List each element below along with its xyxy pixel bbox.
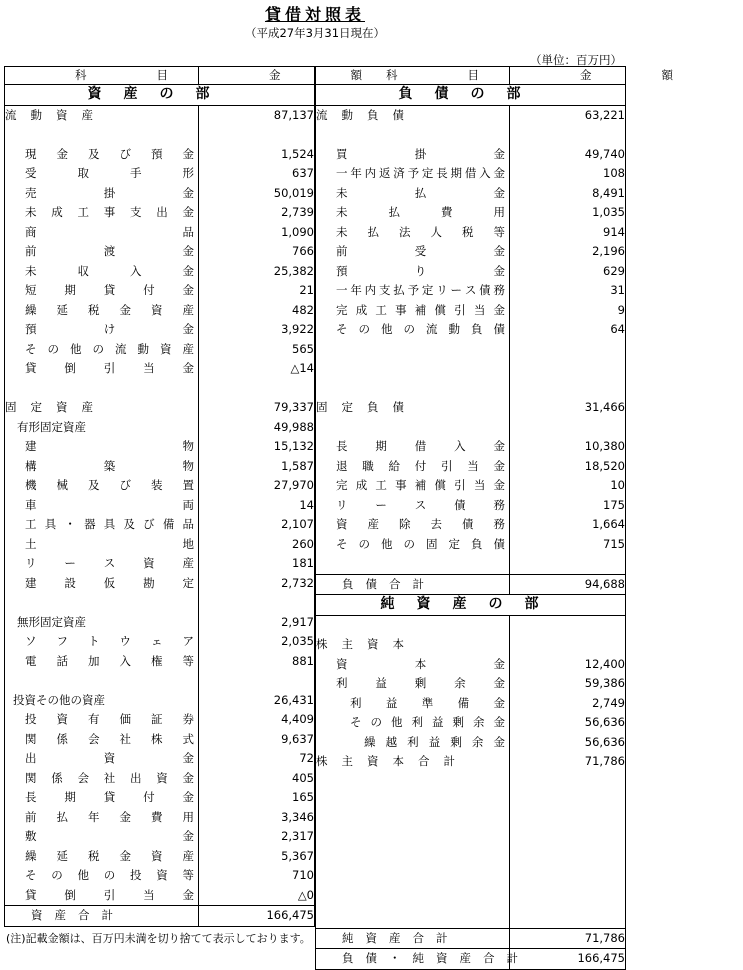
row-amount — [510, 379, 626, 399]
row-label: 前 渡 金 — [5, 242, 199, 262]
table-row — [5, 632, 315, 652]
row-amount: 710 — [199, 866, 315, 886]
row-amount: 21 — [199, 281, 315, 301]
table-row — [5, 749, 315, 769]
row-label: 商 品 — [5, 223, 199, 243]
table-row — [316, 889, 626, 909]
table-row — [316, 281, 626, 301]
page-title: 貸借対照表 — [264, 5, 365, 24]
row-label: 株主資本 — [316, 635, 510, 655]
table-row — [316, 811, 626, 831]
row-label — [316, 125, 510, 145]
row-amount: 15,132 — [199, 437, 315, 457]
table-row — [5, 125, 315, 145]
row-amount — [510, 635, 626, 655]
row-label — [316, 908, 510, 928]
table-row — [316, 752, 626, 772]
row-label: 買 掛 金 — [316, 145, 510, 165]
row-label: そ の 他 の 投 資 等 — [5, 866, 199, 886]
row-amount: 405 — [199, 769, 315, 789]
header-item: 科目 — [5, 67, 199, 85]
table-row — [316, 262, 626, 282]
section-row — [316, 595, 626, 616]
total-amount: 166,475 — [510, 949, 626, 970]
row-label — [5, 593, 199, 613]
assets-body — [5, 105, 315, 906]
row-amount: 14 — [199, 496, 315, 516]
row-label — [316, 615, 510, 635]
table-row — [5, 320, 315, 340]
row-label: 貸 倒 引 当 金 — [5, 886, 199, 906]
table-row — [316, 850, 626, 870]
row-amount: 64 — [510, 320, 626, 340]
row-label — [316, 889, 510, 909]
row-label — [316, 359, 510, 379]
row-amount — [510, 889, 626, 909]
table-row — [316, 655, 626, 675]
row-label: 土 地 — [5, 535, 199, 555]
table-row — [5, 223, 315, 243]
section-assets: 資産の部 — [5, 85, 315, 106]
table-row — [316, 359, 626, 379]
row-amount — [510, 850, 626, 870]
table-row — [316, 674, 626, 694]
row-label: ソ フ ト ウ ェ ア — [5, 632, 199, 652]
row-amount — [199, 125, 315, 145]
table-row — [316, 791, 626, 811]
table-row — [5, 710, 315, 730]
net-assets-total-row — [316, 928, 626, 949]
header-amount: 金額 — [199, 67, 315, 85]
net-assets-total-label: 純資産合計 — [316, 928, 510, 949]
row-label: 流動資産 — [5, 105, 199, 125]
row-amount — [510, 772, 626, 792]
table-row — [316, 713, 626, 733]
row-label: 関 係 会 社 出 資 金 — [5, 769, 199, 789]
row-label: 未 払 金 — [316, 184, 510, 204]
row-label — [316, 791, 510, 811]
table-row — [316, 145, 626, 165]
row-label: 出 資 金 — [5, 749, 199, 769]
row-label: 預 け 金 — [5, 320, 199, 340]
row-amount: 25,382 — [199, 262, 315, 282]
table-row — [5, 827, 315, 847]
liabilities-body — [316, 105, 626, 574]
row-amount: 1,524 — [199, 145, 315, 165]
row-label: 有形固定資産 — [5, 418, 199, 438]
section-liabilities: 負債の部 — [316, 85, 626, 106]
total-row — [316, 949, 626, 970]
row-label: そ の 他 の 固 定 負 債 — [316, 535, 510, 555]
section-row — [5, 85, 315, 106]
row-amount: 79,337 — [199, 398, 315, 418]
row-amount: 18,520 — [510, 457, 626, 477]
table-row — [5, 262, 315, 282]
row-label: 預 り 金 — [316, 262, 510, 282]
row-label: リ ー ス 債 務 — [316, 496, 510, 516]
table-row — [316, 418, 626, 438]
row-label: 長 期 借 入 金 — [316, 437, 510, 457]
row-amount: 12,400 — [510, 655, 626, 675]
table-row — [5, 691, 315, 711]
row-label: 退 職 給 付 引 当 金 — [316, 457, 510, 477]
row-amount: △0 — [199, 886, 315, 906]
table-row — [316, 457, 626, 477]
table-row — [5, 203, 315, 223]
row-label: 繰 延 税 金 資 産 — [5, 847, 199, 867]
row-amount: 914 — [510, 223, 626, 243]
row-amount — [510, 359, 626, 379]
row-label: 関 係 会 社 株 式 — [5, 730, 199, 750]
table-row — [5, 418, 315, 438]
row-label — [5, 379, 199, 399]
row-amount — [199, 379, 315, 399]
table-row — [316, 398, 626, 418]
row-label: そ の 他 の 流 動 負 債 — [316, 320, 510, 340]
row-label: 構 築 物 — [5, 457, 199, 477]
column-header-row — [5, 67, 315, 85]
row-label: そ の 他 の 流 動 資 産 — [5, 340, 199, 360]
row-label: 株主資本合計 — [316, 752, 510, 772]
table-row — [5, 593, 315, 613]
net-assets-total-amount: 71,786 — [510, 928, 626, 949]
row-amount: 165 — [199, 788, 315, 808]
row-label: 未 払 法 人 税 等 — [316, 223, 510, 243]
row-amount: 87,137 — [199, 105, 315, 125]
row-amount — [199, 593, 315, 613]
row-amount: 8,491 — [510, 184, 626, 204]
row-label: 短 期 貸 付 金 — [5, 281, 199, 301]
row-label: 敷 金 — [5, 827, 199, 847]
header-item: 科目 — [316, 67, 510, 85]
row-label: 前 払 年 金 費 用 — [5, 808, 199, 828]
row-amount: 108 — [510, 164, 626, 184]
row-label: 長 期 貸 付 金 — [5, 788, 199, 808]
row-amount: 1,090 — [199, 223, 315, 243]
table-row — [5, 671, 315, 691]
table-row — [316, 496, 626, 516]
row-amount: 72 — [199, 749, 315, 769]
table-row — [5, 437, 315, 457]
table-row — [316, 320, 626, 340]
row-amount: 56,636 — [510, 713, 626, 733]
table-row — [5, 164, 315, 184]
table-row — [5, 769, 315, 789]
table-row — [5, 359, 315, 379]
row-label — [316, 830, 510, 850]
row-amount: 629 — [510, 262, 626, 282]
row-label: 利 益 剰 余 金 — [316, 674, 510, 694]
table-row — [316, 340, 626, 360]
table-row — [316, 437, 626, 457]
row-label — [316, 379, 510, 399]
row-amount: 260 — [199, 535, 315, 555]
row-amount: 482 — [199, 301, 315, 321]
row-amount: 881 — [199, 652, 315, 672]
table-row — [316, 830, 626, 850]
row-amount: 2,749 — [510, 694, 626, 714]
table-row — [5, 788, 315, 808]
row-amount: 9 — [510, 301, 626, 321]
row-amount: 637 — [199, 164, 315, 184]
table-row — [316, 772, 626, 792]
row-amount: 50,019 — [199, 184, 315, 204]
section-row — [316, 85, 626, 106]
table-row — [5, 554, 315, 574]
row-label: 未 成 工 事 支 出 金 — [5, 203, 199, 223]
table-row — [5, 242, 315, 262]
row-amount — [510, 615, 626, 635]
table-row — [5, 105, 315, 125]
row-label: 一 年 内 支 払 予 定 リ ー ス 債 務 — [316, 281, 510, 301]
row-label: 受 取 手 形 — [5, 164, 199, 184]
table-row — [5, 496, 315, 516]
row-label — [316, 850, 510, 870]
table-row — [316, 184, 626, 204]
table-row — [5, 847, 315, 867]
table-row — [5, 730, 315, 750]
header-amount: 金額 — [510, 67, 626, 85]
table-row — [316, 301, 626, 321]
row-amount — [510, 908, 626, 928]
row-amount: 2,196 — [510, 242, 626, 262]
row-amount — [510, 554, 626, 574]
row-amount: 2,035 — [199, 632, 315, 652]
row-label: 繰 越 利 益 剰 余 金 — [316, 733, 510, 753]
table-row — [316, 694, 626, 714]
row-amount: 2,107 — [199, 515, 315, 535]
table-row — [5, 476, 315, 496]
row-label: 資 本 金 — [316, 655, 510, 675]
row-amount: 26,431 — [199, 691, 315, 711]
table-row — [316, 223, 626, 243]
section-net-assets: 純資産の部 — [316, 595, 626, 616]
table-row — [316, 242, 626, 262]
table-row — [5, 535, 315, 555]
row-amount: 175 — [510, 496, 626, 516]
table-row — [5, 301, 315, 321]
table-row — [5, 808, 315, 828]
row-amount: 2,317 — [199, 827, 315, 847]
table-row — [5, 145, 315, 165]
row-label: 前 受 金 — [316, 242, 510, 262]
liabilities-table — [315, 66, 743, 970]
liabilities-total-label: 負債合計 — [316, 574, 510, 595]
row-label: 完 成 工 事 補 償 引 当 金 — [316, 301, 510, 321]
row-amount: 3,346 — [199, 808, 315, 828]
row-label: 建 設 仮 勘 定 — [5, 574, 199, 594]
row-amount: △14 — [199, 359, 315, 379]
row-label — [316, 554, 510, 574]
row-label: 電 話 加 入 権 等 — [5, 652, 199, 672]
row-amount: 56,636 — [510, 733, 626, 753]
row-label — [5, 125, 199, 145]
row-amount: 1,587 — [199, 457, 315, 477]
table-row — [316, 515, 626, 535]
row-label: 繰 延 税 金 資 産 — [5, 301, 199, 321]
table-row — [316, 635, 626, 655]
row-label — [316, 340, 510, 360]
row-amount: 27,970 — [199, 476, 315, 496]
row-label — [316, 772, 510, 792]
table-row — [5, 574, 315, 594]
table-row — [5, 379, 315, 399]
row-amount: 10 — [510, 476, 626, 496]
row-amount: 9,637 — [199, 730, 315, 750]
table-row — [5, 866, 315, 886]
row-amount: 49,988 — [199, 418, 315, 438]
row-label: 利 益 準 備 金 — [316, 694, 510, 714]
table-row — [316, 733, 626, 753]
row-label: 工 具 ・ 器 具 及 び 備 品 — [5, 515, 199, 535]
row-amount — [510, 811, 626, 831]
row-label: 無形固定資産 — [5, 613, 199, 633]
row-amount — [510, 125, 626, 145]
table-row — [316, 869, 626, 889]
row-label: 流動負債 — [316, 105, 510, 125]
row-amount: 31,466 — [510, 398, 626, 418]
unit-label: （単位：百万円） — [530, 53, 622, 67]
row-label: リ ー ス 資 産 — [5, 554, 199, 574]
net-assets-body — [316, 615, 626, 928]
row-amount: 49,740 — [510, 145, 626, 165]
table-row — [5, 652, 315, 672]
total-label: 資産合計 — [5, 906, 199, 927]
row-label — [316, 869, 510, 889]
table-row — [316, 554, 626, 574]
row-amount: 59,386 — [510, 674, 626, 694]
table-row — [5, 515, 315, 535]
table-row — [316, 105, 626, 125]
table-row — [5, 613, 315, 633]
table-row — [5, 398, 315, 418]
row-amount: 2,732 — [199, 574, 315, 594]
total-row — [5, 906, 315, 927]
row-amount: 2,739 — [199, 203, 315, 223]
table-row — [316, 535, 626, 555]
row-label: 投 資 有 価 証 券 — [5, 710, 199, 730]
row-amount: 31 — [510, 281, 626, 301]
row-label: 固定資産 — [5, 398, 199, 418]
footnote: (注)記載金額は、百万円未満を切り捨てて表示しております。 — [6, 932, 311, 945]
row-label — [316, 418, 510, 438]
table-row — [5, 457, 315, 477]
row-amount: 63,221 — [510, 105, 626, 125]
liabilities-total-amount: 94,688 — [510, 574, 626, 595]
row-label: 建 物 — [5, 437, 199, 457]
row-amount: 181 — [199, 554, 315, 574]
row-amount: 715 — [510, 535, 626, 555]
row-label: 固定負債 — [316, 398, 510, 418]
row-amount — [510, 340, 626, 360]
table-row — [316, 125, 626, 145]
row-amount: 5,367 — [199, 847, 315, 867]
row-amount: 2,917 — [199, 613, 315, 633]
row-amount: 766 — [199, 242, 315, 262]
row-label: 車 両 — [5, 496, 199, 516]
row-amount — [510, 830, 626, 850]
row-label: 資 産 除 去 債 務 — [316, 515, 510, 535]
table-row — [316, 164, 626, 184]
total-label: 負債・純資産合計 — [316, 949, 510, 970]
table-row — [5, 886, 315, 906]
row-label: 完 成 工 事 補 償 引 当 金 — [316, 476, 510, 496]
row-amount: 3,922 — [199, 320, 315, 340]
row-label — [316, 811, 510, 831]
row-label: そ の 他 利 益 剰 余 金 — [316, 713, 510, 733]
row-label: 貸 倒 引 当 金 — [5, 359, 199, 379]
row-amount: 565 — [199, 340, 315, 360]
column-header-row — [316, 67, 626, 85]
table-row — [5, 184, 315, 204]
table-row — [5, 281, 315, 301]
report-date: （平成27年3月31日現在） — [244, 26, 386, 40]
row-label: 機 械 及 び 装 置 — [5, 476, 199, 496]
liabilities-total-row — [316, 574, 626, 595]
row-amount: 10,380 — [510, 437, 626, 457]
row-label: 一 年 内 返 済 予 定 長 期 借 入 金 — [316, 164, 510, 184]
row-label — [5, 671, 199, 691]
row-label: 未 収 入 金 — [5, 262, 199, 282]
table-row — [5, 340, 315, 360]
row-amount: 1,664 — [510, 515, 626, 535]
row-amount — [510, 418, 626, 438]
table-row — [316, 203, 626, 223]
row-label: 現 金 及 び 預 金 — [5, 145, 199, 165]
row-label: 売 掛 金 — [5, 184, 199, 204]
row-amount: 1,035 — [510, 203, 626, 223]
row-amount — [510, 869, 626, 889]
table-row — [316, 476, 626, 496]
row-amount: 71,786 — [510, 752, 626, 772]
row-amount — [199, 671, 315, 691]
total-amount: 166,475 — [199, 906, 315, 927]
row-label: 投資その他の資産 — [5, 691, 199, 711]
table-row — [316, 379, 626, 399]
table-row — [316, 615, 626, 635]
row-label: 未 払 費 用 — [316, 203, 510, 223]
table-row — [316, 908, 626, 928]
row-amount — [510, 791, 626, 811]
row-amount: 4,409 — [199, 710, 315, 730]
